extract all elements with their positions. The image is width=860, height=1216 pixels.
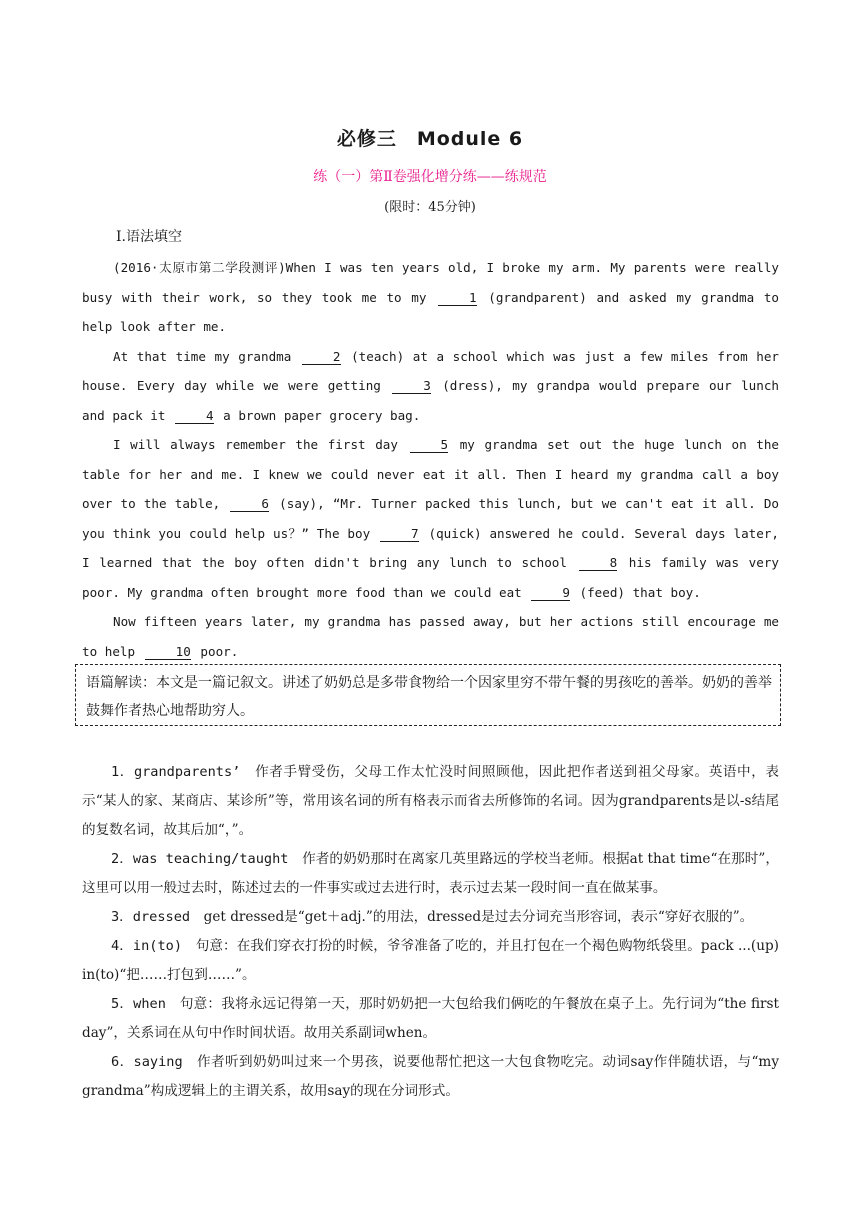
answer-explanation: 作者听到奶奶叫过来一个男孩，说要他帮忙把这一大包食物吃完。动词say作伴随状语，与“my grandma”构成逻辑上的主谓关系，故用say的现在分词形式。 <box>82 1054 780 1099</box>
blank-4: 4 <box>175 408 214 424</box>
passage-text: (say), “Mr. Turner packed this lunch, but we can't eat it all. Do you think you could help us？” The boy <box>82 496 780 541</box>
cloze-passage <box>82 253 779 666</box>
answer-explanation: 作者的奶奶那时在离家几英里路远的学校当老师。根据at that time“在那时”，这里可以用一般过去时，陈述过去的一件事实或过去进行时，表示过去某一段时间一直在做某事。 <box>82 851 779 896</box>
page-title: 必修三 Module 6 <box>336 128 524 150</box>
time-limit: (限时：45分钟) <box>384 200 476 215</box>
blank-3: 3 <box>392 378 431 394</box>
blank-2: 2 <box>302 349 341 365</box>
blank-9: 9 <box>531 585 570 601</box>
answer-explanation: get dressed是“get＋adj.”的用法，dressed是过去分词充当形容词，表示“穿好衣服的”。 <box>190 909 754 925</box>
answer-key: 5．when <box>111 996 166 1012</box>
passage-analysis-box: 语篇解读：本文是一篇记叙文。讲述了奶奶总是多带食物给一个因家里穷不带午餐的男孩吃的善举。奶奶的善举鼓舞作者热心地帮助穷人。 <box>75 664 781 726</box>
passage-paragraph-3 <box>82 430 779 607</box>
passage-text: my grandma set out the huge lunch on the table for her and me. I knew we could never eat it all. Then I heard my grandma call a boy over to the table, <box>82 437 779 511</box>
answer-explanation: 句意：我将永远记得第一天，那时奶奶把一大包给我们俩吃的午餐放在桌子上。先行词为“the first day”，关系词在从句中作时间状语。故用关系副词when。 <box>82 996 779 1041</box>
answer-5 <box>82 990 779 1048</box>
blank-10: 10 <box>145 644 191 660</box>
passage-paragraph-1 <box>82 253 779 342</box>
answer-key: 2．was teaching/taught <box>111 851 289 867</box>
passage-text: poor. <box>192 643 239 659</box>
answer-key: 4．in(to) <box>111 938 183 954</box>
blank-5: 5 <box>410 437 449 453</box>
passage-text: (teach) at a school which was just a few miles from her house. Every day while we were getting <box>82 348 779 393</box>
passage-text: I will always remember the first day <box>113 437 408 452</box>
answer-1 <box>82 758 779 845</box>
answer-key: 3．dressed <box>111 909 191 925</box>
passage-text: his family was very poor. My grandma often brought more food than we could eat <box>82 555 779 600</box>
answer-key: 1．grandparents’ <box>111 764 241 780</box>
blank-1: 1 <box>438 290 477 306</box>
passage-paragraph-2 <box>82 342 779 431</box>
passage-text: (2016·太原市第二学段测评)When I was ten years old, I broke my arm. My parents were really busy with their work, so they took me to my <box>82 260 779 305</box>
section-heading: Ⅰ.语法填空 <box>116 229 182 245</box>
passage-paragraph-4 <box>82 607 779 666</box>
answer-explanation: 句意：在我们穿衣打扮的时候，爷爷准备了吃的，并且打包在一个褐色购物纸袋里。pack ...(up) in(to)“把……打包到……”。 <box>82 938 779 983</box>
blank-8: 8 <box>579 555 618 571</box>
answer-explanation: 作者手臂受伤，父母工作太忙没时间照顾他，因此把作者送到祖父母家。英语中，表示“某人的家、某商店、某诊所”等，常用该名词的所有格表示而省去所修饰的名词。因为grandparents是以-s结尾的复数名词，故其后加“，”。 <box>82 764 780 838</box>
exercise-subtitle: 练（一）第Ⅱ卷强化增分练——练规范 <box>313 169 547 185</box>
passage-text: (grandparent) and asked my grandma to help look after me. <box>82 289 779 334</box>
answer-3 <box>82 903 779 932</box>
passage-text: At that time my grandma <box>113 348 300 364</box>
passage-text: (dress), my grandpa would prepare our lunch and pack it <box>82 378 779 423</box>
answer-4 <box>82 932 779 990</box>
answer-key: 6．saying <box>111 1054 183 1070</box>
blank-6: 6 <box>230 496 269 512</box>
answer-2 <box>82 845 779 903</box>
blank-7: 7 <box>380 526 419 542</box>
passage-text: (quick) answered he could. Several days later, I learned that the boy often didn't bring any lunch to school <box>82 525 780 570</box>
passage-text: (feed) that boy. <box>571 584 701 600</box>
answer-explanations <box>82 758 779 1106</box>
passage-text: a brown paper grocery bag. <box>215 407 421 423</box>
passage-text: Now fifteen years later, my grandma has passed away, but her actions still encourage me to help <box>82 614 779 659</box>
answer-6 <box>82 1048 779 1106</box>
